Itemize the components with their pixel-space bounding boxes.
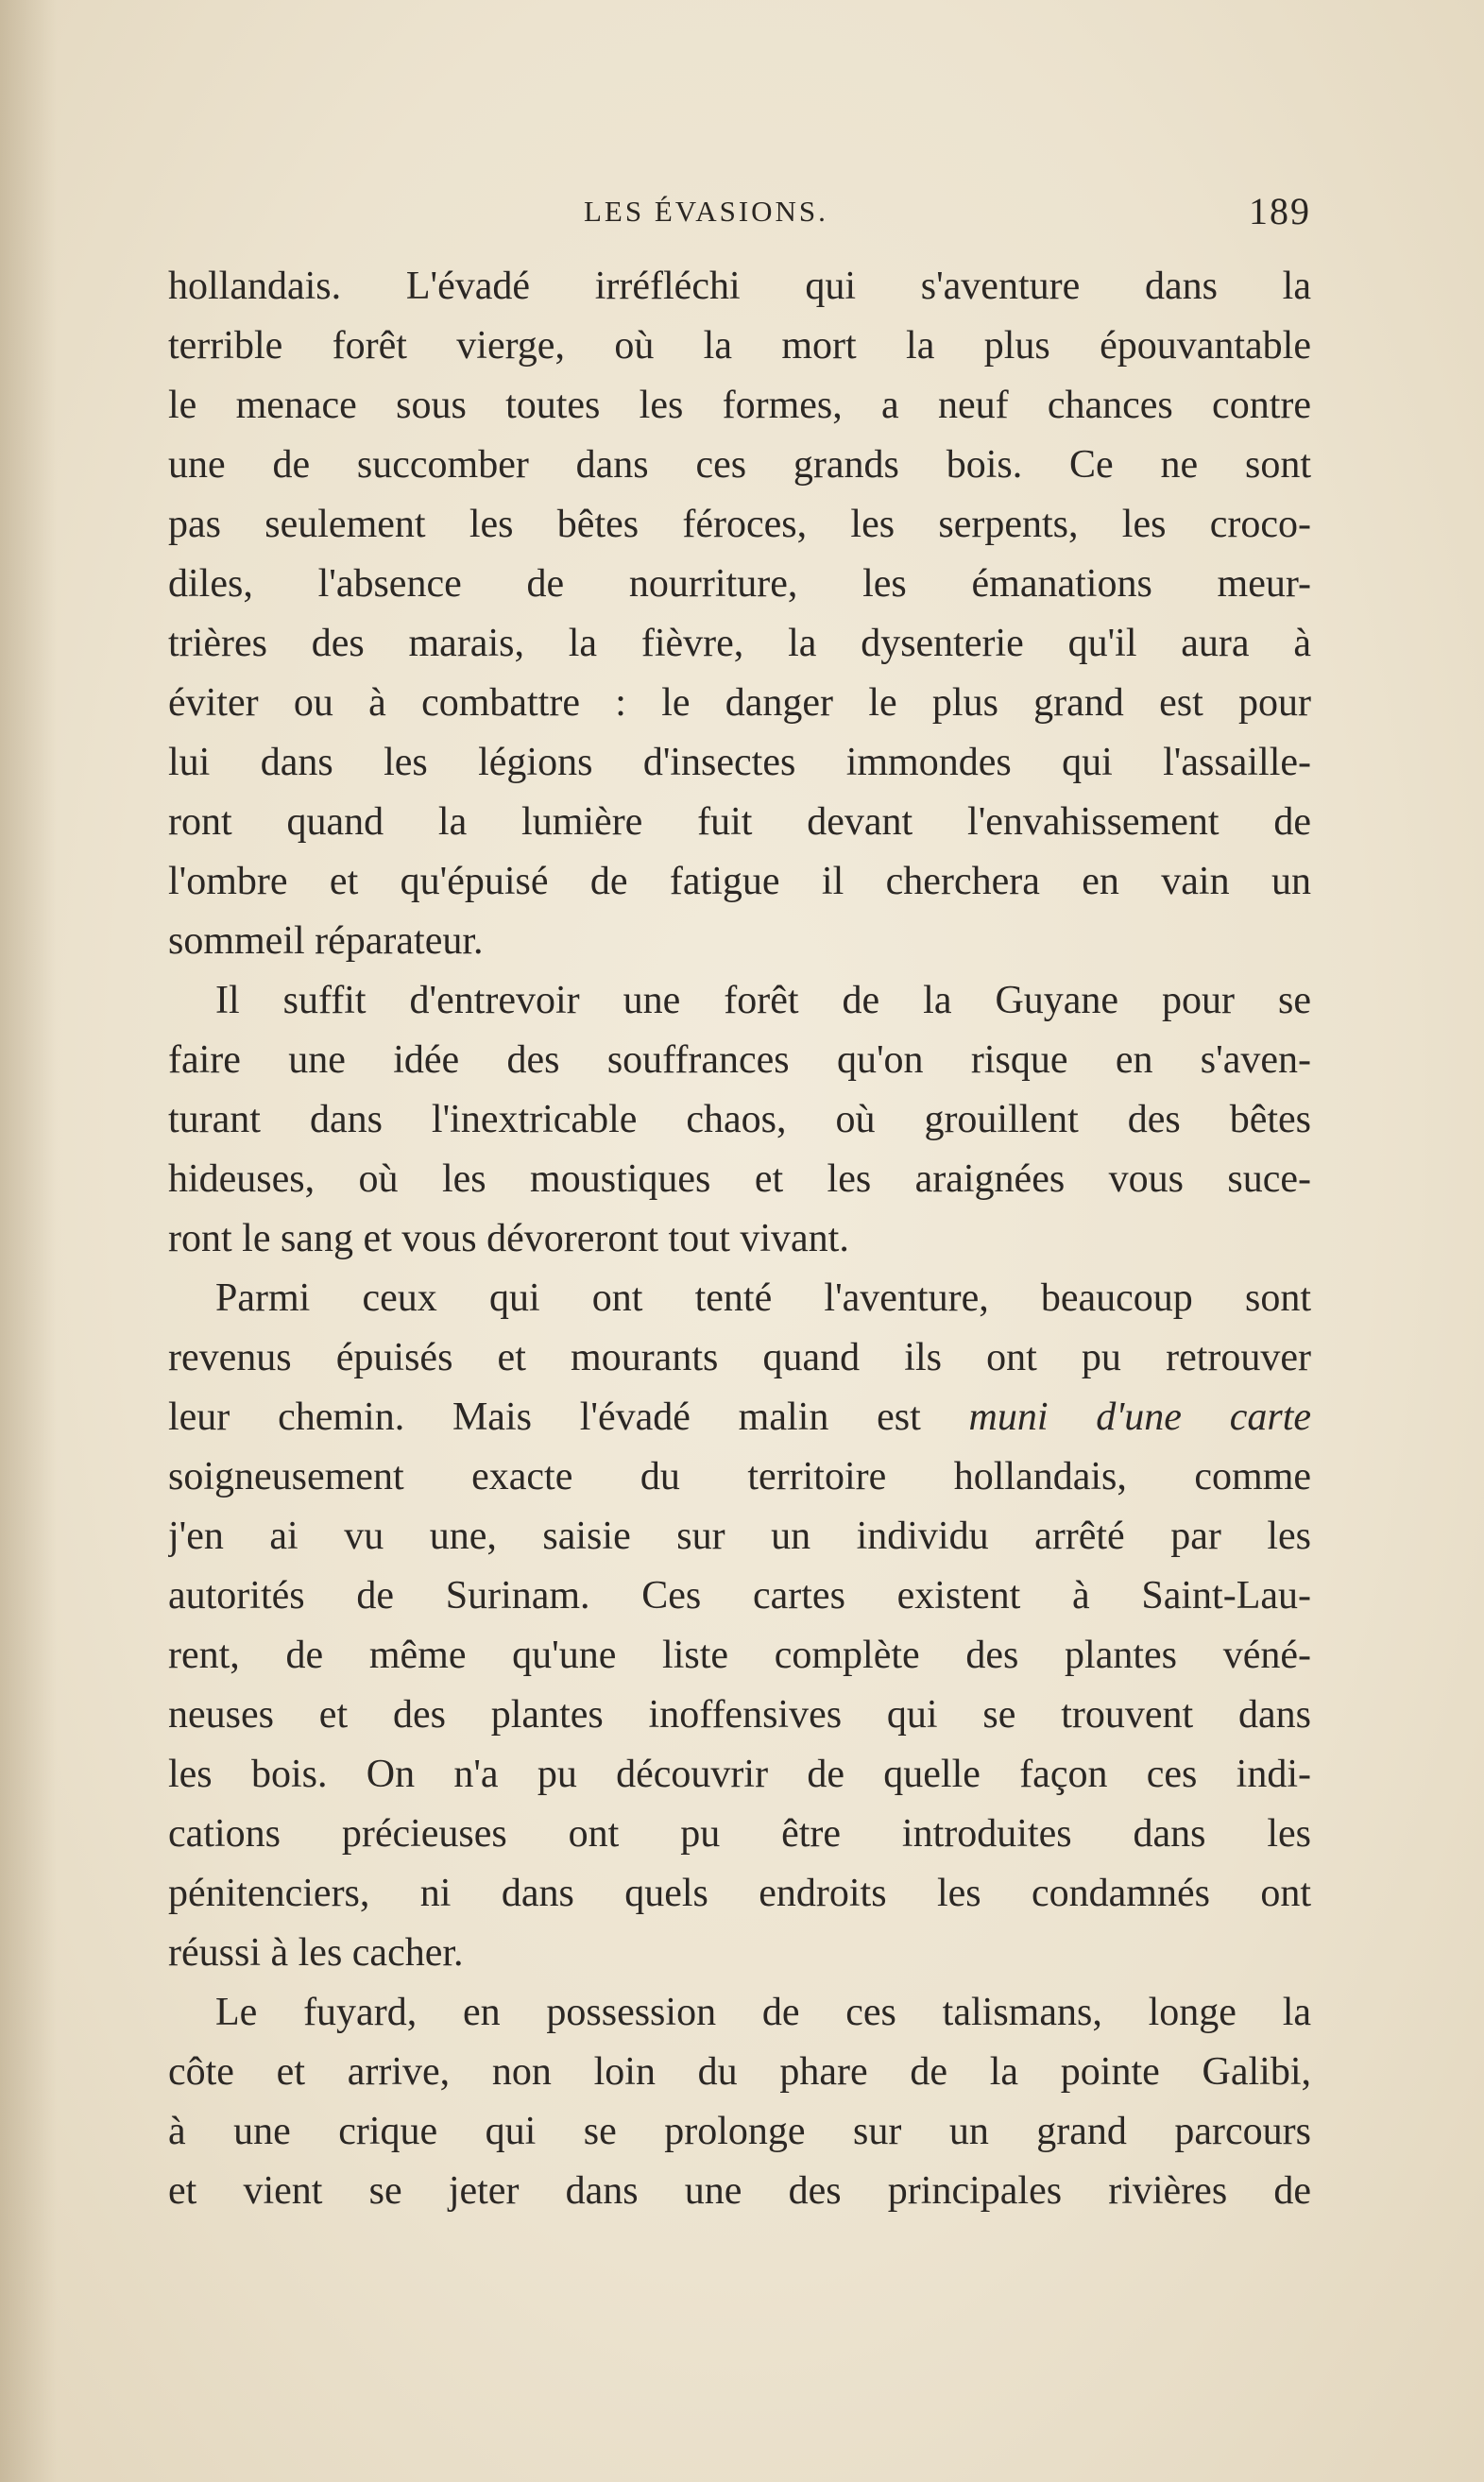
body-text: [168, 257, 1311, 2221]
text-line: hollandais. L'évadé irréfléchi qui s'aventure dans la: [168, 265, 1311, 308]
text-line: Il suffit d'entrevoir une forêt de la Guyane pour se: [215, 979, 1311, 1022]
running-head: LES ÉVASIONS.: [584, 195, 828, 228]
text-line: neuses et des plantes inoffensives qui se trouvent dans: [168, 1693, 1311, 1737]
text-line: les bois. On n'a pu découvrir de quelle façon ces indi-: [168, 1753, 1311, 1796]
text-line: cations précieuses ont pu être introduites dans les: [168, 1812, 1311, 1856]
text-line: Parmi ceux qui ont tenté l'aventure, beaucoup sont: [215, 1276, 1311, 1320]
text-line: rent, de même qu'une liste complète des plantes véné-: [168, 1634, 1311, 1677]
text-line: éviter ou à combattre : le danger le plus grand est pour: [168, 681, 1311, 725]
page-number: 189: [1249, 190, 1311, 232]
text-line: une de succomber dans ces grands bois. Ce ne sont: [168, 443, 1311, 487]
italic-phrase: muni d'une carte: [968, 1395, 1311, 1439]
paragraph-4: [168, 1983, 1311, 2221]
text-line: ront le sang et vous dévoreront tout vivant.: [168, 1217, 849, 1260]
text-line: ront quand la lumière fuit devant l'envahissement de: [168, 800, 1311, 844]
text-line: soigneusement exacte du territoire hollandais, comme: [168, 1455, 1311, 1498]
text-line: diles, l'absence de nourriture, les émanations meur-: [168, 562, 1311, 606]
paragraph-2: [168, 971, 1311, 1269]
text-line: turant dans l'inextricable chaos, où grouillent des bêtes: [168, 1098, 1311, 1141]
text-line: faire une idée des souffrances qu'on risque en s'aven-: [168, 1038, 1311, 1082]
page-gutter-shadow: [0, 0, 57, 2482]
text-line: l'ombre et qu'épuisé de fatigue il cherchera en vain un: [168, 860, 1311, 903]
text-line: lui dans les légions d'insectes immondes qui l'assaille-: [168, 741, 1311, 784]
text-line: Le fuyard, en possession de ces talismans, longe la: [215, 1991, 1311, 2034]
page-header: [168, 185, 1311, 238]
text-line-with-italic: [168, 1388, 1311, 1447]
text-line: pénitenciers, ni dans quels endroits les condamnés ont: [168, 1872, 1311, 1915]
text-line: sommeil réparateur.: [168, 919, 484, 963]
paragraph-3: [168, 1269, 1311, 1983]
text-line: terrible forêt vierge, où la mort la plus épouvantable: [168, 324, 1311, 368]
text-line: et vient se jeter dans une des principales rivières de: [168, 2169, 1311, 2213]
text-line: revenus épuisés et mourants quand ils ont pu retrouver: [168, 1336, 1311, 1379]
text-line: pas seulement les bêtes féroces, les serpents, les croco-: [168, 503, 1311, 546]
text-line: à une crique qui se prolonge sur un grand parcours: [168, 2110, 1311, 2153]
text-line: autorités de Surinam. Ces cartes existent à Saint-Lau-: [168, 1574, 1311, 1618]
text-line: réussi à les cacher.: [168, 1931, 464, 1975]
paragraph-1: [168, 257, 1311, 971]
text-line: hideuses, où les moustiques et les araignées vous suce-: [168, 1157, 1311, 1201]
text-line: le menace sous toutes les formes, a neuf chances contre: [168, 384, 1311, 427]
text-line: trières des marais, la fièvre, la dysenterie qu'il aura à: [168, 622, 1311, 665]
text-line: côte et arrive, non loin du phare de la pointe Galibi,: [168, 2050, 1311, 2094]
text-line: j'en ai vu une, saisie sur un individu arrêté par les: [168, 1515, 1311, 1558]
text-segment: leur chemin. Mais l'évadé malin est: [168, 1395, 921, 1439]
